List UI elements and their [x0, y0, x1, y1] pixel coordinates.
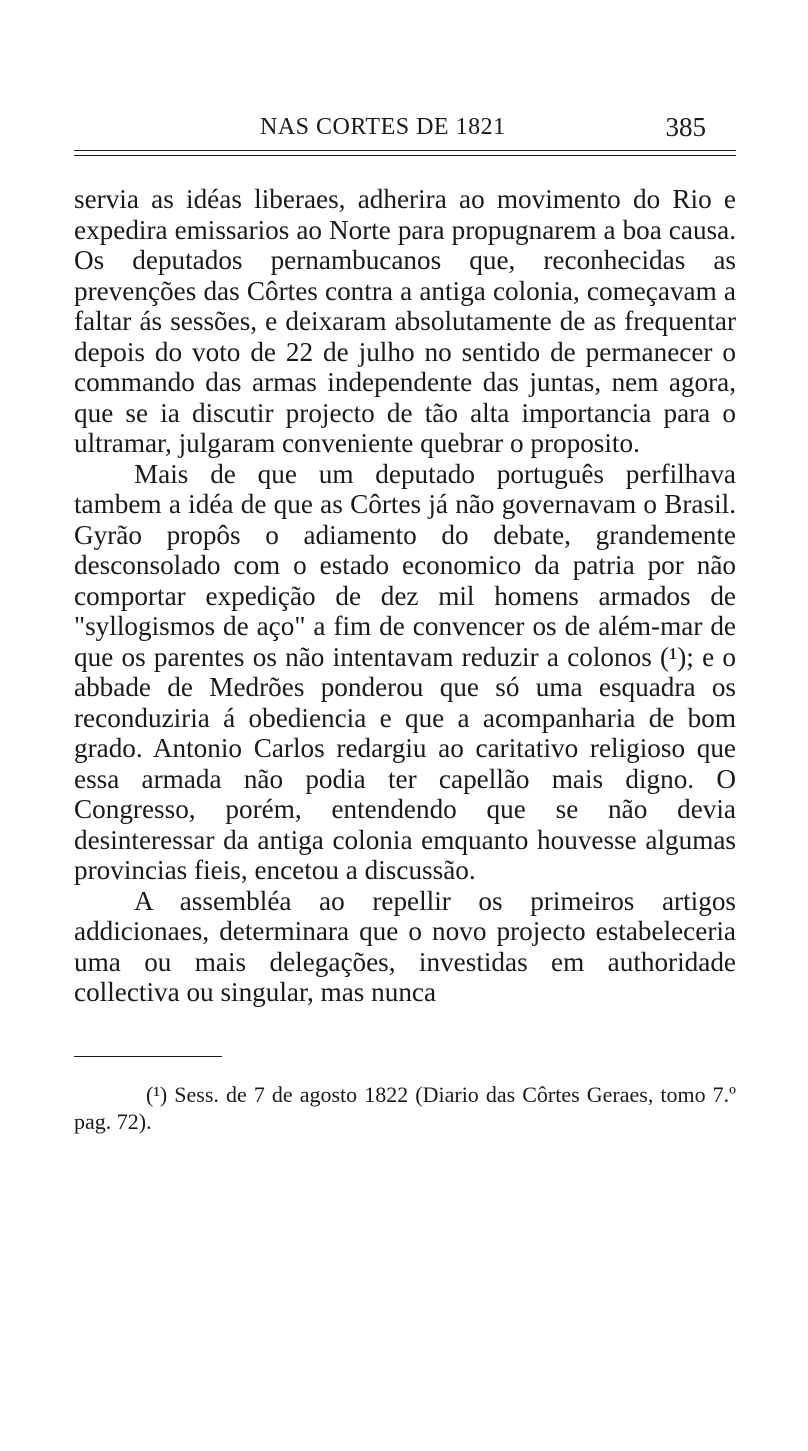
body-text	[74, 184, 736, 1008]
running-head	[74, 108, 736, 148]
running-title: NAS CORTES DE 1821	[260, 114, 506, 140]
book-page	[74, 108, 736, 1157]
paragraph-3: A assembléa ao repellir os primeiros artigos addicionaes, determinara que o novo projecto estabeleceria uma ou mais delegações, investidas em authoridade collectiva ou singular, mas nunca	[74, 885, 736, 1007]
paragraph-1: servia as idéas liberaes, adherira ao movimento do Rio e expedira emissarios ao Norte para propugnarem a boa causa. Os deputados pernambucanos que, reconhecidas as prevenções das Côrtes contra a antiga colonia, começavam a faltar ás sessões, e deixaram absolutamente de as frequentar depois do voto de 22 de julho no sentido de permanecer o commando das armas independente das juntas, nem agora, que se ia discutir projecto de tão alta importancia para o ultramar, julgaram conveniente quebrar o proposito.	[74, 184, 736, 458]
footnote: (¹) Sess. de 7 de agosto 1822 (Diario das Côrtes Geraes, tomo 7.º pag. 72).	[74, 1081, 736, 1134]
paragraph-2: Mais de que um deputado português perfilhava tambem a idéa de que as Côrtes já não governavam o Brasil. Gyrão propôs o adiamento do debate, grandemente desconsolado com o estado economico da patria por não comportar expedição de dez mil homens armados de "syllogismos de aço" a fim de convencer os de além-mar de que os parentes os não intentavam reduzir a colonos (¹); e o abbade de Medrões ponderou que só uma esquadra os reconduziria á obediencia e que a acompanharia de bom grado. Antonio Carlos redargiu ao caritativo religioso que essa armada não podia ter capellão mais digno. O Congresso, porém, entendendo que se não devia desinteressar da antiga colonia emquanto houvesse algumas provincias fieis, encetou a discussão.	[74, 458, 736, 885]
footnote-rule	[74, 1056, 222, 1057]
header-rule	[74, 150, 736, 156]
page-number: 385	[665, 112, 706, 142]
